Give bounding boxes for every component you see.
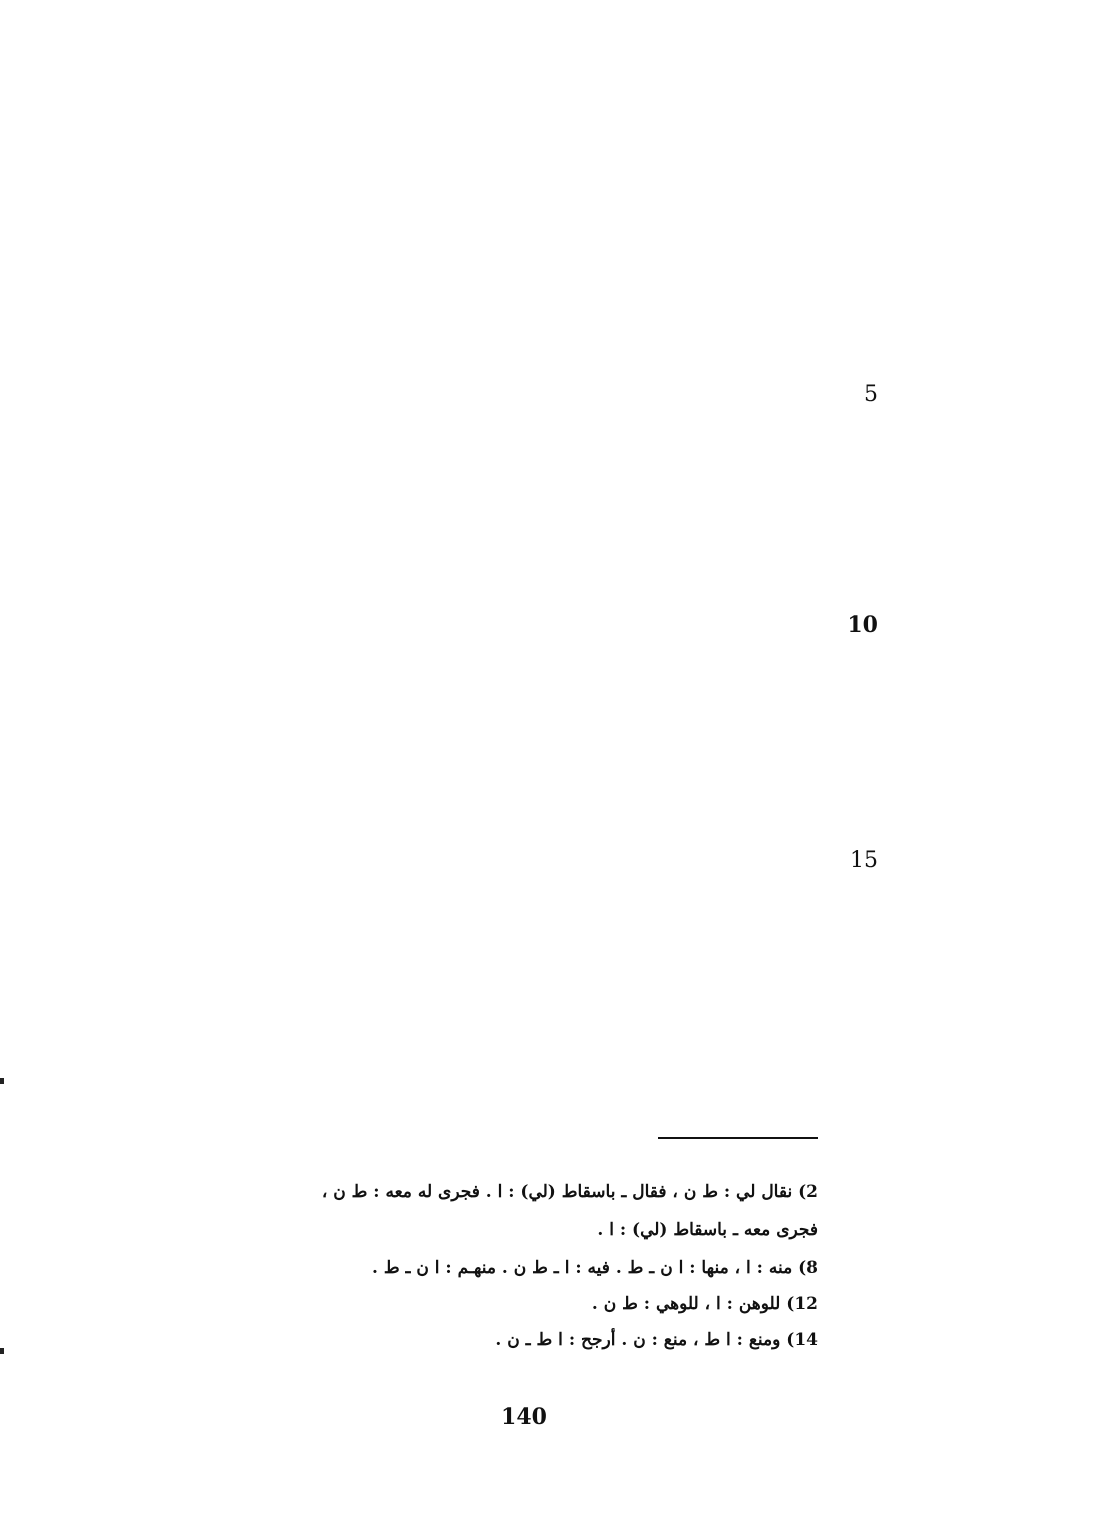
line-number: 15: [850, 848, 878, 873]
line-number: 10: [847, 612, 878, 638]
footnote-continuation: فجرى معه ـ باسقاط (لي) : ا .: [597, 1220, 818, 1240]
footnote: 2) نقال لي : ط ن ، فقال ـ باسقاط (لي) : ا . فجرى له معه : ط ن ،: [321, 1182, 818, 1202]
footnote: 14) ومنع : ا ط ، منع : ن . أرجح : ا ط ـ ن .: [495, 1330, 818, 1350]
footnote-separator: [658, 1137, 818, 1139]
footnote: 12) للوهن : ا ، للوهي : ط ن .: [591, 1294, 818, 1314]
scan-mark: [0, 1078, 4, 1084]
footnote: 8) منه : ا ، منها : ا ن ـ ط . فيه : ا ـ ط ن . منهـم : ا ن ـ ط .: [372, 1258, 818, 1278]
line-number: 5: [864, 382, 878, 407]
scan-mark: [0, 1348, 4, 1354]
page-number: 140: [501, 1404, 547, 1430]
